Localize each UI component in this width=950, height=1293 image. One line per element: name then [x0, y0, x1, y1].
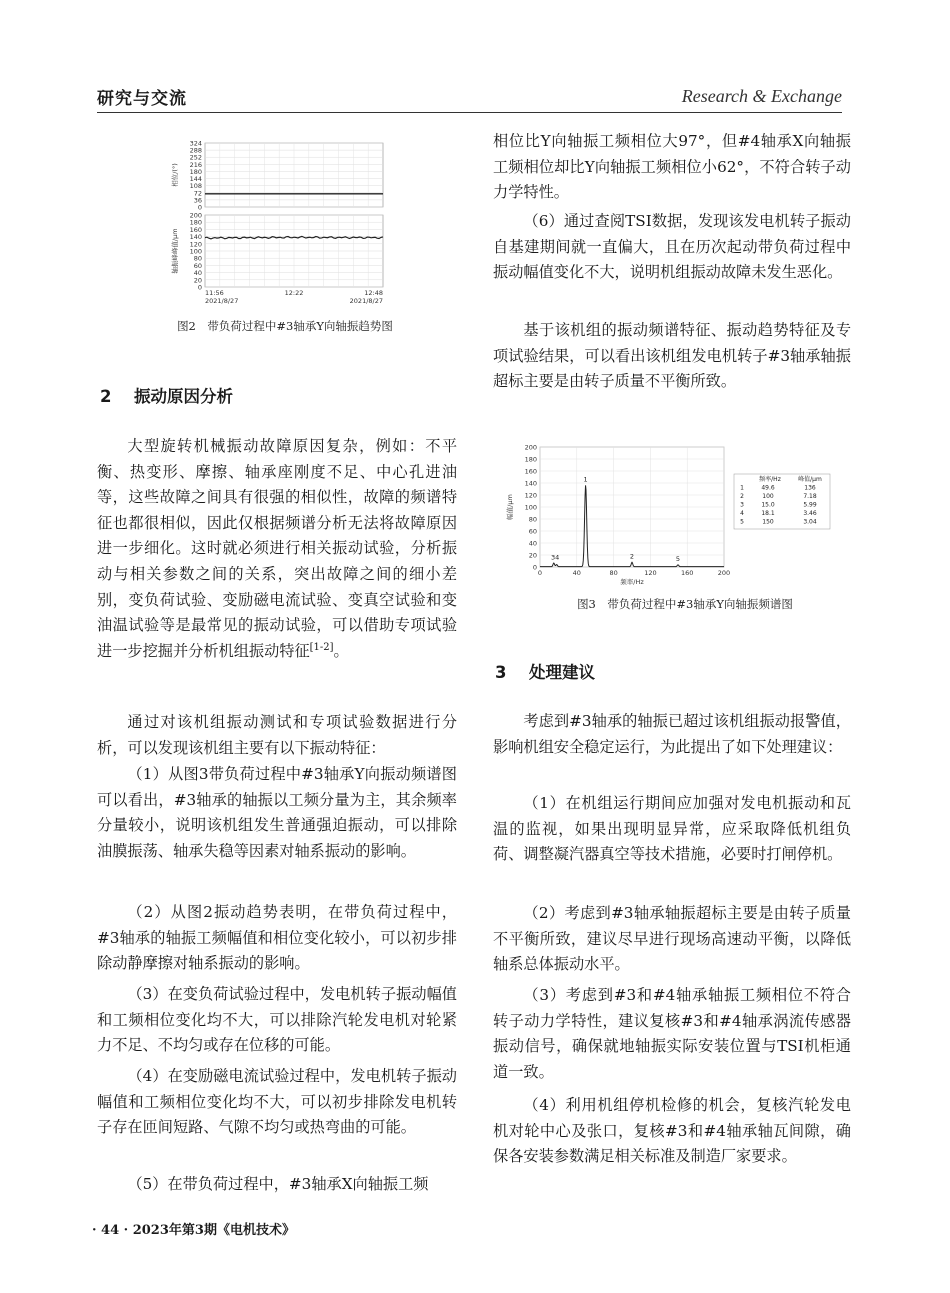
fig3-table-cell: 3.04 [803, 518, 817, 526]
fig2-top-tick-label: 0 [197, 203, 202, 212]
section-number: 2 [100, 387, 112, 406]
header-rule [97, 112, 842, 113]
fig2-x-tick-date: 2021/8/27 [349, 297, 383, 305]
fig3-y-tick-label: 200 [524, 443, 537, 452]
fig3-x-tick-label: 120 [644, 569, 657, 577]
fig3-table-header: 频率/Hz [759, 476, 781, 483]
fig3-peak-table [734, 474, 830, 529]
paragraph: （1）从图3带负荷过程中#3轴承Y向振动频谱图可以看出，#3轴承的轴振以工频分量为主，其余频率分量较小，说明该机组发生普通强迫振动，可以排除油膜振荡、轴承失稳等因素对轴系振动的影响。 [97, 765, 457, 860]
paragraph: （2）考虑到#3轴承轴振超标主要是由转子质量不平衡所致，建议尽早进行现场高速动平衡，以降低轴系总体振动水平。 [493, 904, 851, 974]
fig3-x-tick-label: 200 [717, 569, 731, 577]
paragraph: （2）从图2振动趋势表明，在带负荷过程中，#3轴承的轴振工频幅值和相位变化较小，可以初步排除动静摩擦对轴系振动的影响。 [97, 903, 457, 973]
fig2-top-tick-label: 252 [189, 153, 202, 162]
fig3-x-tick-label: 80 [609, 569, 618, 577]
fig2-bottom-tick-label: 0 [197, 283, 202, 292]
fig2-top-tick-label: 216 [189, 160, 202, 169]
fig3-ylabel: 幅值/μm [506, 494, 514, 520]
fig3-y-tick-label: 180 [524, 455, 537, 464]
paragraph: 通过对该机组振动测试和专项试验数据进行分析，可以发现该机组主要有以下振动特征： [97, 713, 457, 757]
fig3-table-cell: 1 [740, 484, 744, 492]
paragraph: （3）在变负荷试验过程中，发电机转子振动幅值和工频相位变化均不大，可以排除汽轮发电机对轮紧力不足、不均匀或存在位移的可能。 [97, 985, 457, 1055]
paragraph-end: 。 [333, 641, 349, 660]
figure-3-spectrum-chart [502, 440, 842, 585]
journal-section-title-en: Research & Exchange [681, 86, 842, 106]
fig2-bottom-tick-label: 180 [189, 218, 202, 227]
fig2-x-axis [205, 289, 383, 305]
fig2-x-tick-time: 11:56 [205, 289, 224, 297]
fig3-table-cell: 5 [740, 518, 744, 526]
fig2-x-tick-date: 2021/8/27 [205, 297, 239, 305]
fig3-table-cell: 150 [762, 518, 774, 526]
fig2-top-tick-label: 180 [189, 167, 202, 176]
paragraph: 相位比Y向轴振工频相位大97°，但#4轴承X向轴振工频相位却比Y向轴振工频相位小62°，不符合转子动力学特性。 [493, 132, 851, 202]
fig2-x-tick-time: 12:22 [284, 289, 304, 297]
fig3-y-tick-label: 80 [528, 515, 537, 524]
fig3-y-tick-label: 100 [524, 503, 537, 512]
fig3-table-cell: 3 [740, 501, 744, 509]
fig2-top-ylabel: 相位/(°) [171, 163, 179, 187]
fig2-bottom-tick-label: 140 [189, 233, 202, 242]
fig2-bottom-tick-label: 120 [189, 240, 202, 249]
paragraph [97, 434, 457, 664]
fig2-bottom-tick-label: 40 [193, 269, 202, 278]
fig3-peak-label: 34 [551, 553, 560, 562]
section-title: 处理建议 [529, 663, 595, 682]
fig3-table-cell: 100 [762, 493, 774, 500]
fig3-table-header: 峰值/μm [798, 476, 822, 483]
paragraph: 考虑到#3轴承的轴振已超过该机组振动报警值，影响机组安全稳定运行，为此提出了如下处理建议： [493, 712, 851, 756]
fig2-bottom-tick-label: 20 [193, 276, 202, 285]
fig2-bottom-tick-label: 160 [189, 225, 202, 234]
paragraph: 基于该机组的振动频谱特征、振动趋势特征及专项试验结果，可以看出该机组发电机转子#3轴承轴振超标主要是由转子质量不平衡所致。 [493, 321, 851, 391]
paragraph: （3）考虑到#3和#4轴承轴振工频相位不符合转子动力学特性，建议复核#3和#4轴承涡流传感器振动信号，确保就地轴振实际安装位置与TSI机柜通道一致。 [493, 986, 851, 1081]
fig3-plot-area [505, 444, 730, 586]
paragraph: （4）在变励磁电流试验过程中，发电机转子振动幅值和工频相位变化均不大，可以初步排除发电机转子存在匝间短路、气隙不均匀或热弯曲的可能。 [97, 1067, 457, 1137]
fig2-top-tick-label: 144 [189, 175, 202, 184]
fig2-bottom-tick-label: 80 [193, 254, 202, 263]
fig2-bottom-tick-label: 60 [193, 261, 202, 270]
section-number: 3 [495, 663, 507, 682]
fig2-x-tick-time: 12:48 [364, 289, 383, 297]
fig3-table-cell: 18.1 [761, 510, 775, 517]
fig2-top-tick-label: 72 [193, 189, 202, 198]
fig3-y-tick-label: 0 [532, 563, 537, 572]
paragraph: （4）利用机组停机检修的机会，复核汽轮发电机对轮中心及张口，复核#3和#4轴承轴瓦间隙，确保各安装参数满足相关标准及制造厂家要求。 [493, 1096, 851, 1166]
fig3-peak-label: 5 [675, 555, 681, 564]
fig3-table-cell: 3.46 [803, 510, 817, 517]
fig3-peak-label: 1 [583, 475, 588, 484]
fig3-x-tick-label: 160 [680, 569, 694, 577]
fig3-table-cell: 7.18 [803, 493, 817, 500]
fig2-top-tick-label: 288 [189, 146, 202, 155]
figure-2-trend-chart [165, 135, 495, 310]
fig2-bottom-tick-label: 200 [189, 211, 202, 220]
fig3-x-tick-label: 40 [572, 569, 581, 577]
paragraph: （6）通过查阅TSI数据，发现该发电机转子振动自基建期间就一直偏大，且在历次起动带负荷过程中振动幅值变化不大，说明机组振动故障未发生恶化。 [493, 212, 851, 282]
fig2-amplitude-panel [170, 212, 383, 292]
paragraph-text: 大型旋转机械振动故障原因复杂，例如：不平衡、热变形、摩擦、轴承座刚度不足、中心孔进油等，这些故障之间具有很强的相似性，故障的频谱特征也都很相似，因此仅根据频谱分析无法将故障原因进一步细化。这时就必须进行相关振动试验，分析振动与相关参数之间的关系，突出故障之间的细小差别，变负荷试验、变励磁电流试验、变真空试验和变油温试验等是最常见的振动试验，可以借助专项试验进一步挖掘并分析机组振动特征 [97, 437, 457, 660]
section-2-heading [100, 383, 233, 407]
fig2-phase-panel [170, 140, 383, 212]
fig2-top-tick-label: 36 [193, 196, 202, 205]
fig3-table-cell: 15.0 [761, 501, 775, 509]
fig3-y-tick-label: 160 [524, 467, 537, 476]
fig3-y-tick-label: 140 [524, 479, 537, 488]
fig3-table-cell: 5.99 [803, 501, 817, 509]
fig3-x-tick-label: 0 [537, 569, 543, 577]
fig3-peak-label: 2 [629, 552, 635, 561]
fig3-y-tick-label: 40 [528, 539, 537, 548]
fig2-top-tick-label: 324 [189, 139, 202, 148]
paragraph: （1）在机组运行期间应加强对发电机振动和瓦温的监视，如果出现明显异常，应采取降低机组负荷、调整凝汽器真空等技术措施，必要时打闸停机。 [493, 794, 851, 864]
page-footer: · 44 · 2023年第3期《电机技术》 [92, 1223, 295, 1238]
fig3-table-cell: 49.6 [761, 484, 775, 492]
fig3-y-tick-label: 60 [528, 527, 537, 536]
fig2-bottom-tick-label: 100 [189, 247, 202, 256]
figure-2-caption: 图2 带负荷过程中#3轴承Y向轴振趋势图 [177, 319, 393, 333]
figure-3-caption: 图3 带负荷过程中#3轴承Y向轴振频谱图 [577, 597, 793, 611]
section-3-heading [495, 659, 595, 683]
fig3-table-cell: 2 [740, 493, 744, 500]
citation: [1-2] [309, 641, 334, 653]
paragraph: （5）在带负荷过程中，#3轴承X向轴振工频 [127, 1175, 429, 1193]
fig3-table-cell: 136 [804, 484, 816, 492]
fig3-table-cell: 4 [740, 510, 744, 517]
section-title: 振动原因分析 [134, 387, 233, 406]
journal-section-title: 研究与交流 [97, 89, 187, 109]
fig2-top-tick-label: 108 [189, 182, 202, 191]
fig3-y-tick-label: 20 [528, 551, 537, 560]
fig2-bottom-ylabel: 轴振峰峰值/μm [171, 228, 179, 274]
fig3-xlabel: 频率/Hz [620, 578, 644, 585]
fig3-y-tick-label: 120 [524, 491, 537, 500]
